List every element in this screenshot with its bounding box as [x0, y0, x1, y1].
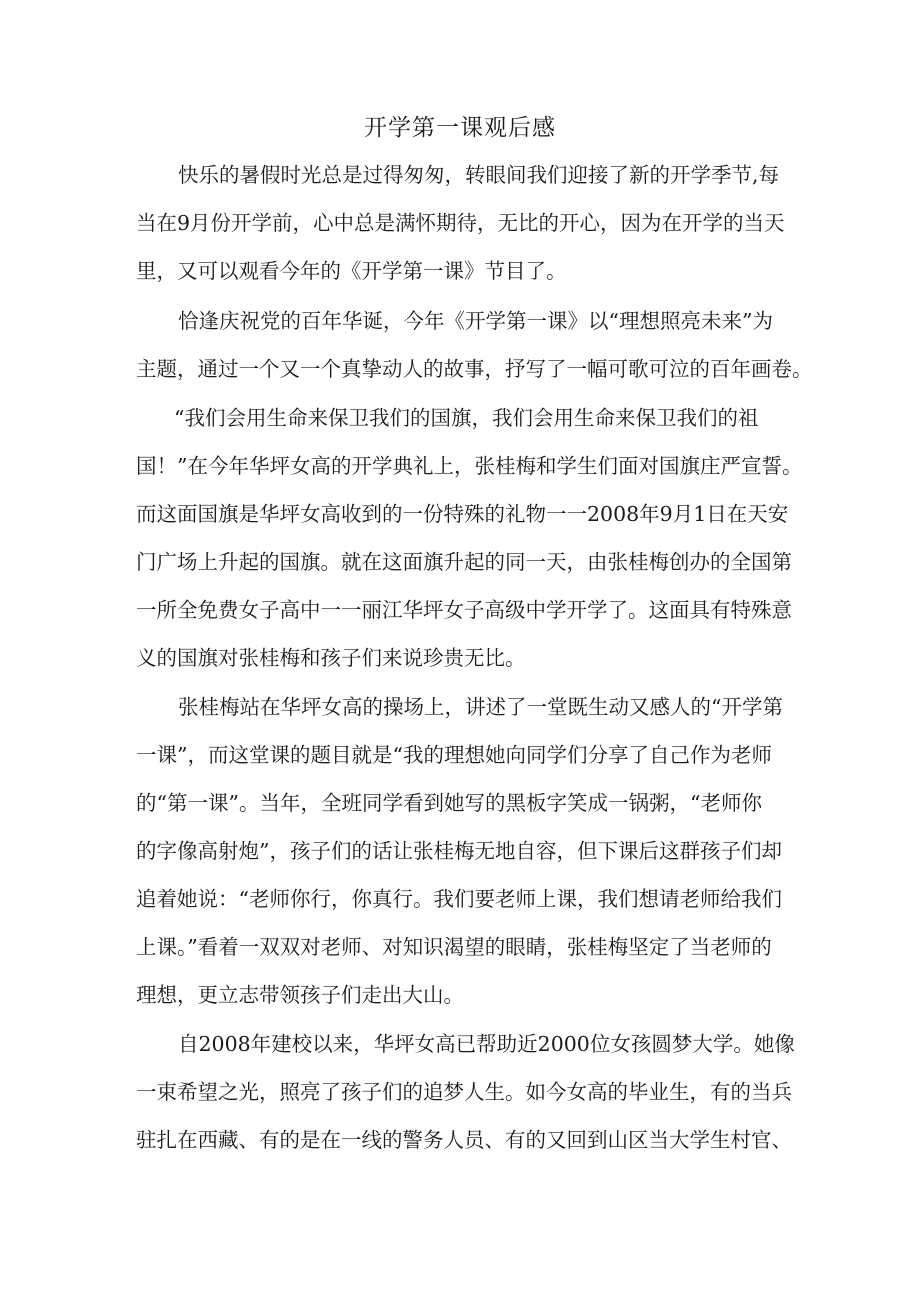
paragraph-line: 驻扎在西藏、有的是在一线的警务人员、有的又回到山区当大学生村官、 — [136, 1128, 792, 1152]
paragraph-line: 一所全免费女子高中一一丽江华坪女子高级中学开学了。这面具有特殊意 — [136, 598, 792, 622]
paragraph-line: 上课。”看着一双双对老师、对知识渴望的眼睛，张桂梅坚定了当老师的 — [136, 935, 772, 959]
paragraph-line: 追着她说：“老师你行，你真行。我们要老师上课，我们想请老师给我们 — [136, 887, 782, 911]
paragraph-line: 义的国旗对张桂梅和孩子们来说珍贵无比。 — [136, 646, 526, 670]
paragraph-line: 主题，通过一个又一个真挚动人的故事，抒写了一幅可歌可泣的百年画卷。 — [136, 357, 813, 381]
paragraph-line: 门广场上升起的国旗。就在这面旗升起的同一天，由张桂梅创办的全国第 — [136, 550, 792, 574]
paragraph-line: 的“第一课”。当年，全班同学看到她写的黑板字笑成一锅粥，“老师你 — [136, 791, 762, 815]
paragraph-line: 恰逢庆祝党的百年华诞，今年《开学第一课》以“理想照亮未来”为 — [178, 309, 773, 333]
paragraph-line: 一课”，而这堂课的题目就是“我的理想她向同学们分享了自己作为老师 — [136, 743, 772, 767]
paragraph-line: 理想，更立志带领孩子们走出大山。 — [136, 983, 464, 1007]
paragraph-line: 一束希望之光，照亮了孩子们的追梦人生。如今女高的毕业生，有的当兵 — [136, 1080, 792, 1104]
paragraph-line: “我们会用生命来保卫我们的国旗，我们会用生命来保卫我们的祖 — [174, 406, 759, 430]
paragraph-line: 里，又可以观看今年的《开学第一课》节目了。 — [136, 259, 567, 283]
paragraph-line: 快乐的暑假时光总是过得匆匆，转眼间我们迎接了新的开学季节,每 — [178, 163, 780, 187]
paragraph-line: 当在9月份开学前，心中总是满怀期待，无比的开心，因为在开学的当天 — [136, 211, 785, 235]
paragraph-line: 国！”在今年华坪女高的开学典礼上，张桂梅和学生们面对国旗庄严宣誓。 — [136, 454, 803, 478]
paragraph-line: 的字像高射炮”，孩子们的话让张桂梅无地自容，但下课后这群孩子们却 — [136, 839, 782, 863]
paragraph-line: 张桂梅站在华坪女高的操场上，讲述了一堂既生动又感人的“开学第 — [178, 695, 783, 719]
document-title: 开学第一课观后感 — [364, 115, 556, 141]
paragraph-line: 而这面国旗是华坪女高收到的一份特殊的礼物一一2008年9月1日在天安 — [136, 502, 789, 526]
paragraph-line: 自2008年建校以来，华坪女高已帮助近2000位女孩圆梦大学。她像 — [178, 1032, 795, 1056]
